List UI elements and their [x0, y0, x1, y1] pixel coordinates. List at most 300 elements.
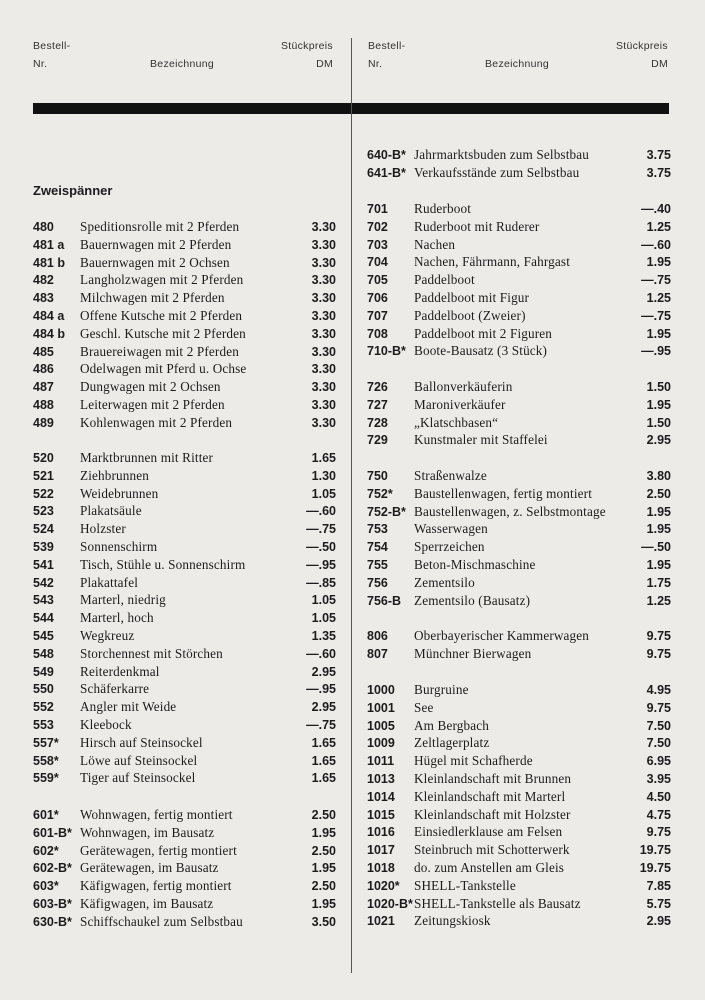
item-price: —.95: [306, 682, 336, 697]
list-item: [367, 859, 671, 877]
item-name: Nachen, Fährmann, Fahrgast: [414, 254, 571, 270]
item-price: 3.95: [646, 772, 671, 786]
item-number: 601-B*: [33, 825, 72, 840]
left-header-description: Bezeichnung: [150, 58, 215, 70]
item-price: 1.65: [311, 753, 336, 768]
item-price: 9.75: [646, 629, 671, 643]
item-price: 4.50: [646, 789, 671, 804]
list-item: [367, 574, 671, 592]
item-number: 542: [33, 575, 54, 590]
item-price: 19.75: [639, 861, 671, 875]
item-number: 756-B: [367, 593, 402, 608]
item-price: 9.75: [646, 700, 671, 715]
item-name: Paddelboot: [414, 272, 475, 288]
item-price: 3.30: [311, 237, 336, 252]
list-item: [367, 271, 671, 289]
item-name: Einsiedlerklause am Felsen: [414, 824, 563, 840]
item-name: Weidebrunnen: [80, 485, 159, 501]
item-name: Hirsch auf Steinsockel: [80, 734, 203, 750]
item-price: 3.30: [311, 309, 336, 323]
item-name: Sonnenschirm: [80, 539, 158, 554]
item-price: 1.25: [646, 593, 671, 608]
list-item: [33, 414, 336, 432]
item-name: Zeltlagerplatz: [414, 735, 490, 751]
item-name: Marktbrunnen mit Ritter: [80, 450, 214, 465]
item-number: 483: [33, 291, 54, 306]
list-item: [367, 841, 671, 859]
item-name: See: [414, 699, 434, 715]
list-item: [367, 520, 671, 538]
item-name: Burgruine: [414, 682, 469, 697]
list-item: [33, 680, 336, 698]
item-price: 3.30: [311, 344, 336, 359]
item-name: Käfigwagen, fertig montiert: [80, 878, 232, 894]
item-name: Holzster: [80, 521, 126, 537]
list-item: [33, 449, 336, 467]
list-item: [33, 895, 336, 913]
item-number: 1005: [367, 718, 395, 733]
item-price: 1.05: [311, 593, 336, 608]
list-item: [33, 467, 336, 485]
item-name: Paddelboot (Zweier): [414, 307, 526, 323]
item-name: Dungwagen mit 2 Ochsen: [80, 379, 221, 395]
item-name: Plakattafel: [80, 574, 139, 590]
item-price: 2.50: [311, 879, 336, 894]
item-name: Boote-Bausatz (3 Stück): [414, 343, 548, 359]
list-item: [367, 307, 671, 325]
list-item: [367, 645, 671, 663]
item-price: 7.50: [646, 736, 671, 751]
item-name: Baustellenwagen, fertig montiert: [414, 485, 593, 501]
item-number: 707: [367, 308, 388, 323]
list-item: [33, 627, 336, 645]
item-number: 1020*: [367, 878, 400, 893]
item-price: 1.65: [311, 451, 336, 465]
item-price: 1.65: [311, 771, 336, 786]
item-name: Bauernwagen mit 2 Ochsen: [80, 254, 230, 270]
list-item: [33, 378, 336, 396]
item-price: 2.50: [311, 843, 336, 858]
right-header-description: Bezeichnung: [485, 58, 550, 70]
list-item: [33, 520, 336, 538]
item-price: —.40: [641, 202, 671, 216]
list-item: [33, 502, 336, 520]
item-number: 701: [367, 202, 388, 216]
item-number: 750: [367, 469, 388, 483]
item-name: Ruderboot: [414, 201, 472, 216]
item-number: 708: [367, 326, 388, 341]
list-item: [367, 236, 671, 254]
list-item: [367, 289, 671, 307]
item-number: 552: [33, 700, 54, 715]
item-number: 640-B*: [367, 148, 406, 162]
list-item: [33, 663, 336, 681]
item-price: —.60: [306, 504, 336, 519]
item-number: 481 a: [33, 237, 65, 252]
list-item: [367, 414, 671, 432]
list-item: [367, 823, 671, 841]
item-name: Milchwagen mit 2 Pferden: [80, 290, 225, 306]
item-name: Geschl. Kutsche mit 2 Pferden: [80, 325, 246, 341]
item-name: Ballonverkäuferin: [414, 379, 513, 394]
list-item: [367, 627, 671, 645]
item-number: 557*: [33, 735, 59, 750]
item-name: Wohnwagen, im Bausatz: [80, 824, 215, 840]
list-item: [367, 717, 671, 735]
item-name: SHELL-Tankstelle: [414, 877, 516, 893]
item-price: 5.75: [646, 896, 671, 911]
item-number: 1017: [367, 843, 395, 858]
list-item: [33, 806, 336, 824]
item-number: 703: [367, 237, 388, 252]
item-price: 1.95: [646, 522, 671, 537]
item-price: 19.75: [639, 843, 671, 858]
item-number: 539: [33, 540, 54, 554]
list-item: [33, 343, 336, 361]
item-price: 1.75: [646, 575, 671, 590]
item-name: Kleinlandschaft mit Marterl: [414, 788, 566, 804]
item-number: 1021: [367, 914, 395, 929]
item-price: 3.80: [646, 469, 671, 483]
list-item: [367, 164, 671, 182]
item-name: Speditionsrolle mit 2 Pferden: [80, 219, 240, 234]
item-price: 3.30: [311, 291, 336, 306]
item-price: 6.95: [646, 754, 671, 769]
item-number: 486: [33, 362, 54, 377]
list-item: [33, 307, 336, 325]
item-number: 754: [367, 540, 388, 555]
list-item: [367, 877, 671, 895]
item-price: —.75: [306, 522, 336, 537]
item-number: 755: [367, 558, 388, 572]
item-name: Hügel mit Schafherde: [414, 753, 533, 769]
list-item: [367, 253, 671, 271]
item-price: 3.30: [311, 415, 336, 430]
item-price: 3.75: [646, 165, 671, 180]
item-price: 2.95: [646, 433, 671, 448]
item-number: 521: [33, 468, 54, 483]
item-price: 1.30: [311, 468, 336, 483]
list-item: [367, 200, 671, 218]
item-number: 484 b: [33, 326, 65, 341]
item-name: Paddelboot mit Figur: [414, 290, 530, 305]
item-number: 543: [33, 593, 54, 608]
list-item: [367, 770, 671, 788]
item-price: 3.30: [311, 255, 336, 270]
item-number: 559*: [33, 771, 59, 786]
item-number: 523: [33, 504, 54, 519]
item-number: 1009: [367, 736, 395, 751]
item-number: 541: [33, 557, 54, 572]
list-item: [33, 859, 336, 877]
item-number: 602*: [33, 843, 59, 858]
list-item: [367, 895, 671, 913]
item-number: 728: [367, 415, 388, 430]
item-name: Tiger auf Steinsockel: [80, 770, 196, 786]
item-name: Langholzwagen mit 2 Pferden: [80, 272, 244, 288]
item-price: 2.95: [311, 700, 336, 715]
right-header-nr-2: Nr.: [368, 58, 383, 70]
item-name: Kohlenwagen mit 2 Pferden: [80, 414, 233, 430]
item-price: —.85: [306, 575, 336, 590]
item-number: 641-B*: [367, 165, 406, 180]
item-name: Ruderboot mit Ruderer: [414, 218, 540, 234]
item-number: 727: [367, 397, 388, 412]
item-price: 7.50: [646, 718, 671, 733]
item-name: do. zum Anstellen am Gleis: [414, 860, 565, 875]
left-header-nr-2: Nr.: [33, 58, 48, 70]
item-number: 1016: [367, 825, 395, 840]
list-item: [33, 824, 336, 842]
item-number: 710-B*: [367, 344, 406, 359]
item-number: 1011: [367, 754, 395, 769]
item-number: 520: [33, 451, 54, 465]
item-price: 1.95: [646, 255, 671, 270]
item-name: Wegkreuz: [80, 628, 135, 643]
list-item: [33, 591, 336, 609]
item-price: 1.95: [646, 397, 671, 412]
item-number: 752-B*: [367, 504, 406, 519]
list-item: [33, 271, 336, 289]
item-price: —.75: [641, 308, 671, 323]
item-price: 2.50: [311, 808, 336, 822]
list-item: [367, 592, 671, 610]
left-header-price-2: DM: [316, 58, 333, 70]
item-number: 1013: [367, 772, 395, 786]
list-item: [367, 734, 671, 752]
item-number: 729: [367, 433, 388, 448]
item-number: 553: [33, 718, 54, 732]
list-item: [367, 485, 671, 503]
item-name: Kleinlandschaft mit Holzster: [414, 806, 571, 822]
item-number: 488: [33, 398, 54, 412]
item-number: 753: [367, 522, 388, 537]
item-number: 481 b: [33, 255, 65, 270]
list-item: [367, 146, 671, 164]
item-price: —.75: [641, 273, 671, 288]
item-price: 3.30: [311, 362, 336, 377]
item-price: 1.95: [646, 504, 671, 519]
item-name: SHELL-Tankstelle als Bausatz: [414, 895, 581, 911]
item-number: 726: [367, 380, 388, 394]
item-number: 602-B*: [33, 861, 72, 876]
item-price: 1.50: [646, 415, 671, 430]
item-price: —.75: [306, 718, 336, 732]
list-item: [33, 485, 336, 503]
item-name: Marterl, hoch: [80, 610, 154, 626]
item-price: —.50: [306, 540, 336, 554]
list-item: [367, 342, 671, 360]
item-number: 522: [33, 486, 54, 501]
list-item: [367, 912, 671, 930]
item-number: 1018: [367, 861, 395, 875]
item-price: 1.95: [646, 558, 671, 572]
item-price: —.50: [641, 540, 671, 555]
right-header-nr-1: Bestell-: [368, 40, 406, 52]
item-number: 545: [33, 629, 54, 643]
item-number: 544: [33, 611, 54, 626]
item-number: 485: [33, 344, 54, 359]
item-price: 3.30: [311, 220, 336, 234]
list-item: [33, 254, 336, 272]
list-item: [33, 574, 336, 592]
list-item: [33, 752, 336, 770]
item-number: 704: [367, 255, 388, 270]
item-name: „Klatschbasen“: [414, 414, 499, 430]
item-name: Oberbayerischer Kammerwagen: [414, 628, 590, 643]
right-header-price-2: DM: [651, 58, 668, 70]
item-price: 1.25: [646, 291, 671, 305]
list-item: [367, 503, 671, 521]
item-price: 1.05: [311, 486, 336, 501]
item-name: Zementsilo: [414, 574, 475, 590]
item-name: Kunstmaler mit Staffelei: [414, 432, 548, 448]
list-item: [33, 716, 336, 734]
list-item: [33, 538, 336, 556]
section-title-zweispaenner: Zweispänner: [33, 183, 113, 198]
item-number: 603-B*: [33, 897, 72, 911]
item-name: Wohnwagen, fertig montiert: [80, 807, 233, 822]
item-name: Verkaufsstände zum Selbstbau: [414, 164, 580, 180]
item-number: 1001: [367, 700, 395, 715]
item-price: —.60: [641, 237, 671, 252]
item-name: Nachen: [414, 236, 456, 252]
item-name: Bauernwagen mit 2 Pferden: [80, 236, 232, 252]
list-item: [367, 325, 671, 343]
item-price: 1.65: [311, 735, 336, 750]
list-item: [33, 698, 336, 716]
item-number: 558*: [33, 753, 59, 768]
list-item: [33, 734, 336, 752]
item-name: Marterl, niedrig: [80, 592, 166, 608]
item-price: 1.35: [311, 629, 336, 643]
item-number: 480: [33, 220, 54, 234]
item-price: 4.75: [646, 807, 671, 822]
item-name: Ziehbrunnen: [80, 467, 150, 483]
column-divider: [351, 38, 352, 973]
item-price: 4.95: [646, 683, 671, 697]
item-price: —.60: [306, 646, 336, 661]
item-number: 756: [367, 575, 388, 590]
item-price: 3.30: [311, 326, 336, 341]
item-price: 1.25: [646, 219, 671, 234]
list-item: [33, 218, 336, 236]
item-number: 702: [367, 219, 388, 234]
list-item: [33, 645, 336, 663]
item-name: Kleinlandschaft mit Brunnen: [414, 771, 572, 786]
item-name: Löwe auf Steinsockel: [80, 752, 198, 768]
item-number: 1014: [367, 789, 395, 804]
list-item: [33, 877, 336, 895]
list-item: [367, 681, 671, 699]
left-header-price-1: Stückpreis: [280, 40, 333, 52]
item-name: Schiffschaukel zum Selbstbau: [80, 913, 243, 929]
left-header-nr-1: Bestell-: [33, 40, 71, 52]
item-name: Paddelboot mit 2 Figuren: [414, 325, 553, 341]
list-item: [33, 842, 336, 860]
item-price: 1.50: [646, 380, 671, 394]
list-item: [33, 396, 336, 414]
list-item: [367, 699, 671, 717]
item-price: 1.05: [311, 611, 336, 626]
item-price: 3.75: [646, 148, 671, 162]
item-price: 2.95: [311, 664, 336, 679]
item-price: 2.50: [646, 486, 671, 501]
item-name: Baustellenwagen, z. Selbstmontage: [414, 503, 606, 519]
item-name: Reiterdenkmal: [80, 663, 160, 679]
item-number: 806: [367, 629, 388, 643]
item-number: 752*: [367, 486, 393, 501]
list-item: [33, 913, 336, 931]
item-number: 482: [33, 273, 54, 288]
item-price: 3.30: [311, 380, 336, 395]
right-header-price-1: Stückpreis: [615, 40, 668, 52]
item-price: 3.30: [311, 273, 336, 288]
item-number: 601*: [33, 808, 59, 822]
item-price: 2.95: [646, 914, 671, 929]
item-price: —.95: [641, 344, 671, 359]
item-name: Beton-Mischmaschine: [414, 557, 536, 572]
item-price: 7.85: [646, 878, 671, 893]
item-number: 524: [33, 522, 54, 537]
item-price: 9.75: [646, 646, 671, 661]
item-name: Offene Kutsche mit 2 Pferden: [80, 308, 243, 323]
item-name: Wasserwagen: [414, 521, 488, 537]
item-number: 1020-B*: [367, 896, 413, 911]
item-name: Gerätewagen, im Bausatz: [80, 860, 219, 876]
item-number: 550: [33, 682, 54, 697]
item-number: 1000: [367, 683, 395, 697]
list-item: [367, 218, 671, 236]
item-name: Tisch, Stühle u. Sonnenschirm: [80, 556, 246, 572]
list-item: [33, 556, 336, 574]
item-name: Sperrzeichen: [414, 539, 485, 555]
item-price: 9.75: [646, 825, 671, 840]
item-price: 1.95: [311, 825, 336, 840]
item-name: Plakatsäule: [80, 503, 142, 519]
item-name: Angler mit Weide: [80, 699, 177, 715]
item-price: 3.30: [311, 398, 336, 412]
item-price: 1.95: [646, 326, 671, 341]
item-number: 705: [367, 273, 388, 288]
item-number: 630-B*: [33, 914, 72, 929]
list-item: [33, 325, 336, 343]
list-item: [367, 788, 671, 806]
list-item: [367, 752, 671, 770]
item-number: 549: [33, 664, 54, 679]
list-item: [33, 769, 336, 787]
item-number: 807: [367, 646, 388, 661]
list-item: [367, 378, 671, 396]
item-price: 1.95: [311, 861, 336, 876]
list-item: [367, 538, 671, 556]
item-name: Schäferkarre: [80, 681, 150, 697]
item-name: Gerätewagen, fertig montiert: [80, 842, 237, 858]
item-number: 489: [33, 415, 54, 430]
item-name: Zeitungskiosk: [414, 913, 491, 929]
item-price: —.95: [306, 557, 336, 572]
list-item: [367, 431, 671, 449]
item-name: Maroniverkäufer: [414, 396, 506, 412]
item-number: 484 a: [33, 309, 65, 323]
item-name: Brauereiwagen mit 2 Pferden: [80, 343, 239, 359]
list-item: [33, 609, 336, 627]
item-name: Jahrmarktsbuden zum Selbstbau: [414, 147, 590, 162]
list-item: [33, 360, 336, 378]
list-item: [367, 396, 671, 414]
item-number: 548: [33, 646, 54, 661]
item-name: Odelwagen mit Pferd u. Ochse: [80, 361, 247, 377]
